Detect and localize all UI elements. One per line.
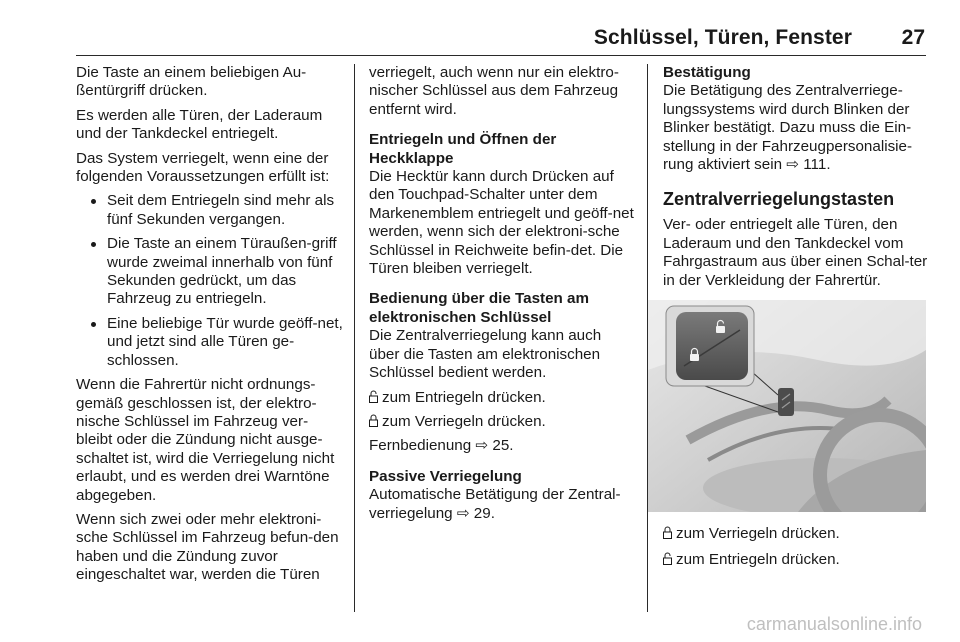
list-item: Eine beliebige Tür wurde geöff-net, und jetzt sind alle Türen ge-schlossen.	[76, 315, 344, 370]
section-heading: Bedienung über die Tasten am elektronischen Schlüssel	[369, 290, 589, 326]
cross-reference[interactable]: 29.	[473, 504, 495, 522]
page-title: Schlüssel, Türen, Fenster	[593, 26, 852, 49]
reference-arrow-icon: ⇨	[456, 504, 470, 522]
column-3	[663, 64, 931, 296]
paragraph: Die Zentralverriegelung kann auch über die Tasten am elektronischen Schlüssel bedient werden.	[369, 327, 602, 382]
reference-arrow-icon: ⇨	[475, 437, 489, 455]
list-item: Seit dem Entriegeln sind mehr als fünf Sekunden vergangen.	[76, 192, 344, 229]
lock-instruction: zum Verriegeln drücken.	[663, 525, 931, 543]
list-item: Die Taste an einem Türaußen-griff wurde zweimal innerhalb von fünf Sekunden gedrückt, um das Fahrzeug zu entriegeln.	[76, 235, 344, 309]
watermark-text: carmanualsonline.info	[746, 614, 922, 634]
lock-instruction: zum Verriegeln drücken.	[369, 413, 635, 431]
door-panel-drawing	[648, 300, 926, 512]
unlock-instruction: zum Entriegeln drücken.	[663, 551, 931, 569]
paragraph: Das System verriegelt, wenn eine der folgenden Voraussetzungen erfüllt ist:	[76, 149, 330, 186]
paragraph: Die Betätigung des Zentralverriege-lungssystems wird durch Blinken der Blinker bestätigt. Dazu muss die Ein-stellung in der Fahrzeugpersonalisie-rung aktiviert sein ⇨ 111.	[663, 82, 913, 174]
paragraph: Es werden alle Türen, der Laderaum und der Tankdeckel entriegelt.	[76, 106, 323, 143]
section-heading: Entriegeln und Öffnen der Heckklappe	[369, 131, 557, 167]
paragraph: Die Hecktür kann durch Drücken auf den Touchpad-Schalter unter dem Markenemblem entriegelt und geöff-net werden, wenn sich der elektroni-sche Schlüssel in Reichweite befin-det. Die Türen bleiben verriegelt.	[369, 168, 634, 278]
unlock-instruction: zum Entriegeln drücken.	[369, 389, 635, 407]
cross-reference[interactable]: Fernbedienung ⇨ 25.	[369, 437, 514, 455]
section-heading: Bestätigung	[663, 64, 751, 81]
conditions-list	[76, 192, 344, 370]
lock-open-icon	[663, 552, 672, 565]
paragraph: Automatische Betätigung der Zentral-verriegelung ⇨ 29.	[369, 486, 621, 522]
paragraph: verriegelt, auch wenn nur ein elektro-nischer Schlüssel aus dem Fahrzeug entfernt wird.	[369, 64, 619, 118]
section-heading: Zentralverriegelungstasten	[663, 189, 895, 210]
section-heading: Passive Verriegelung	[369, 467, 522, 485]
cross-reference[interactable]: 111.	[803, 156, 831, 174]
reference-arrow-icon: ⇨	[786, 156, 799, 174]
lock-closed-icon	[369, 414, 378, 427]
header-rule	[76, 55, 926, 56]
lock-closed-icon	[663, 526, 672, 539]
lock-open-icon	[369, 390, 378, 403]
column-1	[76, 64, 344, 591]
paragraph: Wenn sich zwei oder mehr elektroni-sche Schlüssel im Fahrzeug befun-den haben und die Zündung zuvor eingeschaltet war, werden die Türen	[76, 510, 339, 584]
column-divider	[354, 64, 355, 612]
paragraph: Die Taste an einem beliebigen Au-ßentürgriff drücken.	[76, 64, 307, 100]
page-header	[0, 0, 960, 58]
figure-captions	[663, 525, 931, 576]
paragraph: Ver- oder entriegelt alle Türen, den Laderaum und den Tankdeckel vom Fahrgastraum aus über einen Schal-ter in der Verkleidung der Fahrertür.	[663, 216, 928, 289]
door-switch-illustration	[648, 300, 926, 512]
paragraph: Wenn die Fahrertür nicht ordnungs-gemäß geschlossen ist, der elektro-nische Schlüssel im Fahrzeug ver-bleibt oder die Zündung nicht ausge-schaltet ist, wird die Verriegelung nicht erlaubt, und es werden drei Warntöne abgegeben.	[76, 376, 335, 504]
page-number: 27	[901, 26, 925, 49]
column-2	[369, 64, 635, 529]
